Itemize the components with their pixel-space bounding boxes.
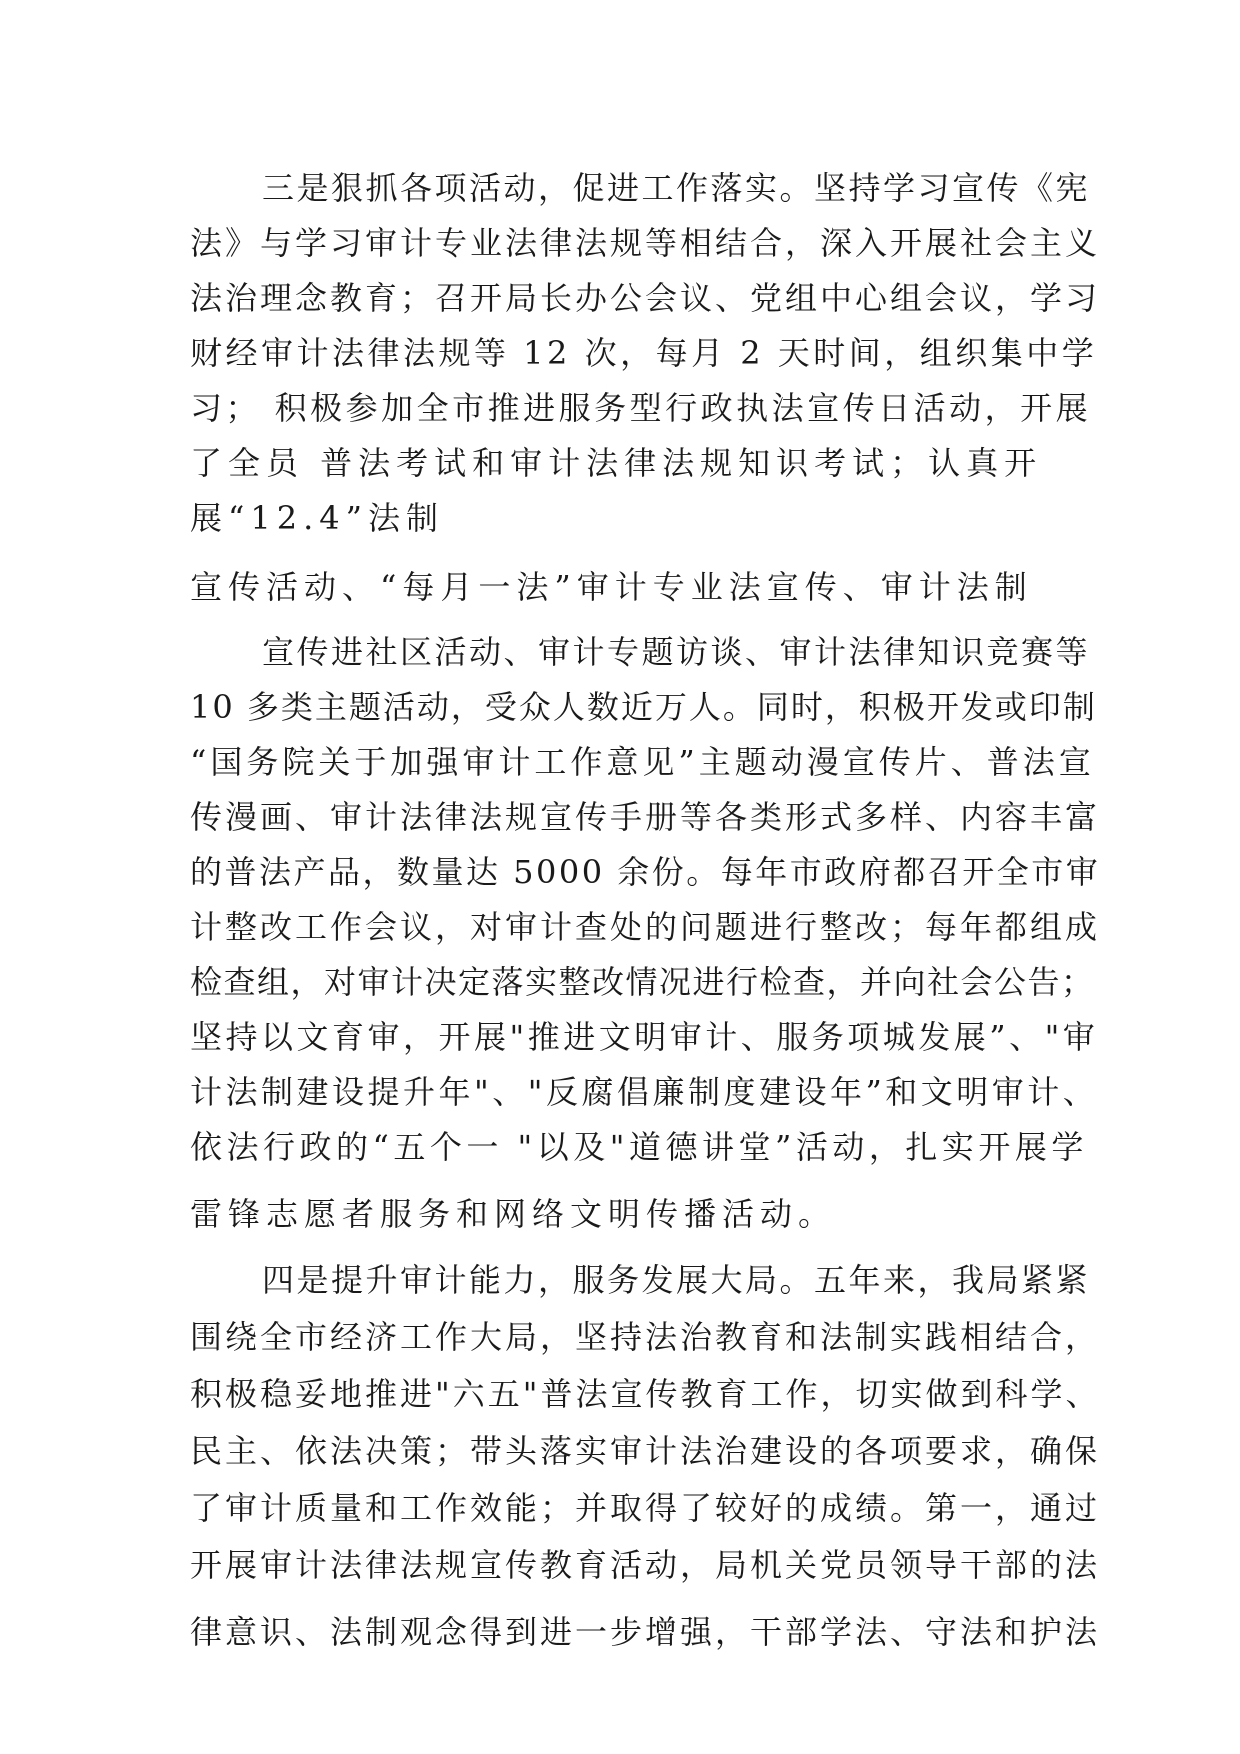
paragraph-line: 民主、依法决策；带头落实审计法治建设的各项要求，确保 xyxy=(190,1432,1101,1470)
paragraph-line: 律意识、法制观念得到进一步增强，干部学法、守法和护法 xyxy=(190,1613,1101,1651)
paragraph-line: 三是狠抓各项活动，促进工作落实。坚持学习宣传《宪 xyxy=(262,169,1091,207)
paragraph-line: 习； 积极参加全市推进服务型行政执法宣传日活动，开展 xyxy=(190,389,1092,427)
paragraph-line: 法治理念教育；召开局长办公会议、党组中心组会议，学习 xyxy=(190,279,1101,317)
paragraph-line: 围绕全市经济工作大局，坚持法治教育和法制实践相结合， xyxy=(190,1318,1101,1356)
paragraph-line: 检查组，对审计决定落实整改情况进行检查，并向社会公告； xyxy=(190,963,1095,1001)
paragraph-line: “国务院关于加强审计工作意见”主题动漫宣传片、普法宣 xyxy=(190,743,1095,781)
paragraph-line: 10 多类主题活动，受众人数近万人。同时，积极开发或印制 xyxy=(190,688,1097,726)
paragraph-line: 了全员 普法考试和审计法律法规知识考试；认真开 xyxy=(190,444,1043,482)
paragraph-line: 展“12.4”法制 xyxy=(190,499,444,537)
paragraph-line: 宣传活动、“每月一法”审计专业法宣传、审计法制 xyxy=(190,568,1033,606)
paragraph-line: 的普法产品，数量达 5000 余份。每年市政府都召开全市审 xyxy=(190,853,1101,891)
paragraph-line: 雷锋志愿者服务和网络文明传播活动。 xyxy=(190,1195,837,1233)
paragraph-line: 计整改工作会议，对审计查处的问题进行整改；每年都组成 xyxy=(190,908,1101,946)
paragraph-line: 坚持以文育审，开展"推进文明审计、服务项城发展”、"审 xyxy=(190,1018,1099,1056)
paragraph-line: 计法制建设提升年"、"反腐倡廉制度建设年”和文明审计、 xyxy=(190,1073,1099,1111)
paragraph-line: 财经审计法律法规等 12 次，每月 2 天时间，组织集中学 xyxy=(190,334,1098,372)
paragraph-line: 了审计质量和工作效能；并取得了较好的成绩。第一，通过 xyxy=(190,1489,1101,1527)
paragraph-line: 开展审计法律法规宣传教育活动，局机关党员领导干部的法 xyxy=(190,1546,1101,1584)
paragraph-line: 依法行政的“五个一 "以及"道德讲堂”活动，扎实开展学 xyxy=(190,1128,1088,1166)
paragraph-line: 法》与学习审计专业法律法规等相结合，深入开展社会主义 xyxy=(190,224,1101,262)
paragraph-line: 宣传进社区活动、审计专题访谈、审计法律知识竞赛等 xyxy=(262,633,1091,671)
paragraph-line: 传漫画、审计法律法规宣传手册等各类形式多样、内容丰富 xyxy=(190,798,1101,836)
paragraph-line: 积极稳妥地推进"六五"普法宣传教育工作，切实做到科学、 xyxy=(190,1375,1101,1413)
paragraph-line: 四是提升审计能力，服务发展大局。五年来，我局紧紧 xyxy=(262,1261,1091,1299)
